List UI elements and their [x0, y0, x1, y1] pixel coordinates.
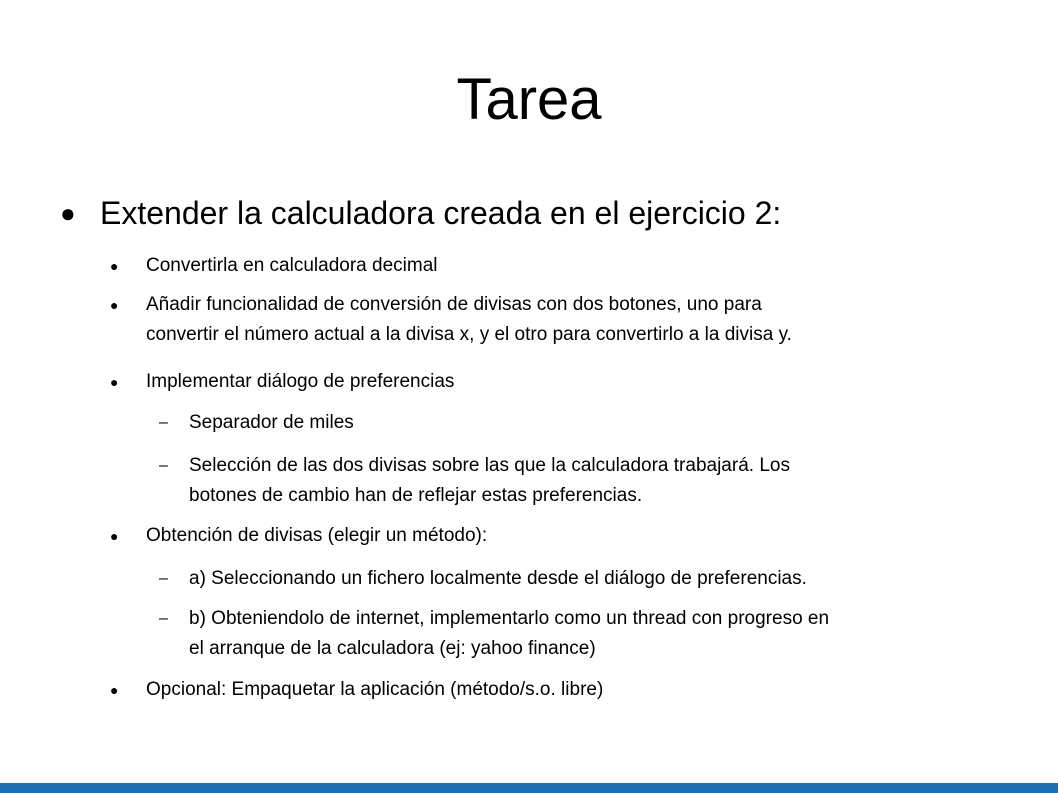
subsubbullet-text: b) Obteniendolo de internet, implementarlo como un thread con progreso en el arranque de la calculadora (ej: yahoo finance): [189, 608, 830, 659]
slide-title: Tarea: [456, 67, 602, 132]
dash-icon: –: [159, 414, 168, 431]
bullet-icon: ●: [110, 258, 119, 274]
subbullet-text: Implementar diálogo de preferencias: [146, 371, 455, 392]
bullet-icon: ●: [110, 682, 119, 698]
bullet-icon: ●: [110, 374, 119, 390]
bullet-icon: ●: [60, 198, 76, 228]
subbullet-text: Opcional: Empaquetar la aplicación (método/s.o. libre): [146, 679, 604, 700]
subbullet-text: Añadir funcionalidad de conversión de divisas con dos botones, uno para convertir el número actual a la divisa x, y el otro para convertirlo a la divisa y.: [146, 294, 792, 345]
subbullet-text: Obtención de divisas (elegir un método):: [146, 525, 488, 546]
subsubbullet-text: a) Seleccionando un fichero localmente desde el diálogo de preferencias.: [189, 568, 807, 589]
subsubbullet-text: Selección de las dos divisas sobre las que la calculadora trabajará. Los botones de cambio han de reflejar estas preferencias.: [189, 455, 790, 506]
dash-icon: –: [159, 570, 168, 587]
subbullet-text: Convertirla en calculadora decimal: [146, 255, 438, 276]
main-bullet-text: Extender la calculadora creada en el ejercicio 2:: [100, 195, 782, 231]
bullet-icon: ●: [110, 528, 119, 544]
bottom-accent-bar: [0, 783, 1058, 793]
bullet-icon: ●: [110, 297, 119, 313]
dash-icon: –: [159, 610, 168, 627]
dash-icon: –: [159, 457, 168, 474]
subsubbullet-text: Separador de miles: [189, 412, 354, 433]
